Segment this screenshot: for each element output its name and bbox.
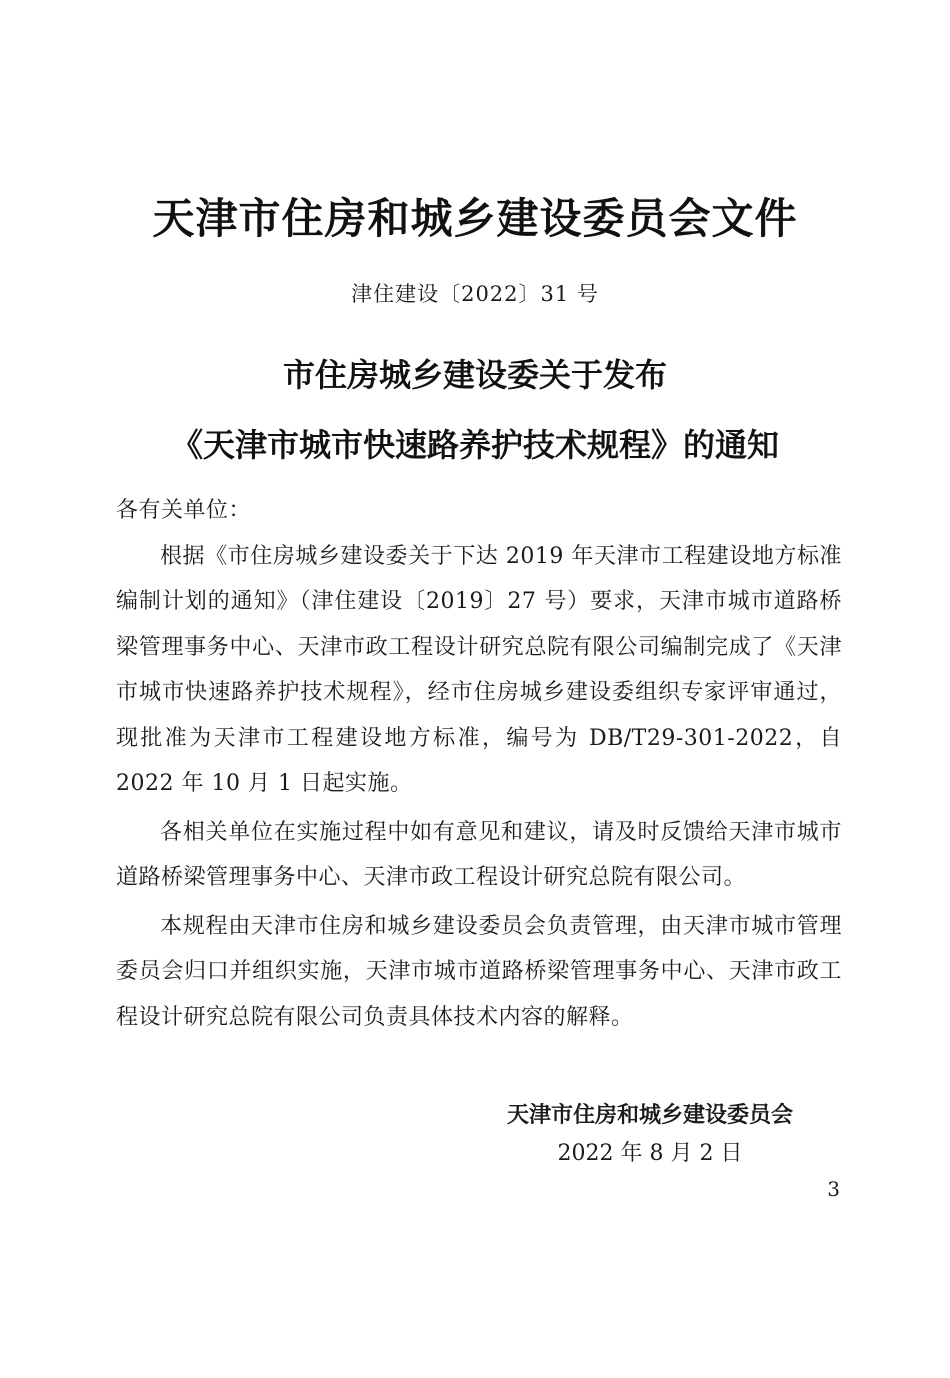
salutation: 各有关单位： — [116, 498, 252, 523]
issuer-signature: 天津市住房和城乡建设委员会 — [506, 1103, 793, 1128]
paragraph-feedback: 各相关单位在实施过程中如有意见和建议，请及时反馈给天津市城市道路桥梁管理事务中心、天津市政工程设计研究总院有限公司。 — [116, 819, 842, 890]
paragraph-approval: 根据《市住房城乡建设委关于下达 2019 年天津市工程建设地方标准编制计划的通知》（津住建设〔2019〕27 号）要求，天津市城市道路桥梁管理事务中心、天津市政工程设计研究总院有限公司编制完成了《天津市城市快速路养护技术规程》，经市住房城乡建设委组织专家评审通过，现批准为天津市工程建设地方标准，编号为 DB/T29-301-2022，自 2022 年 10 月 1 日起实施。 — [116, 543, 842, 796]
notice-body — [116, 488, 842, 1040]
page-number: 3 — [827, 1177, 840, 1201]
paragraph-management: 本规程由天津市住房和城乡建设委员会负责管理，由天津市城市管理委员会归口并组织实施，天津市城市道路桥梁管理事务中心、天津市政工程设计研究总院有限公司负责具体技术内容的解释。 — [116, 913, 842, 1030]
notice-title-line-1: 市住房城乡建设委关于发布 — [282, 356, 667, 394]
document-header-title: 天津市住房和城乡建设委员会文件 — [152, 194, 798, 243]
issue-date: 2022 年 8 月 2 日 — [557, 1141, 743, 1166]
document-number: 津住建设〔2022〕31 号 — [351, 282, 599, 306]
notice-title-line-2: 《天津市城市快速路养护技术规程》的通知 — [170, 426, 779, 464]
